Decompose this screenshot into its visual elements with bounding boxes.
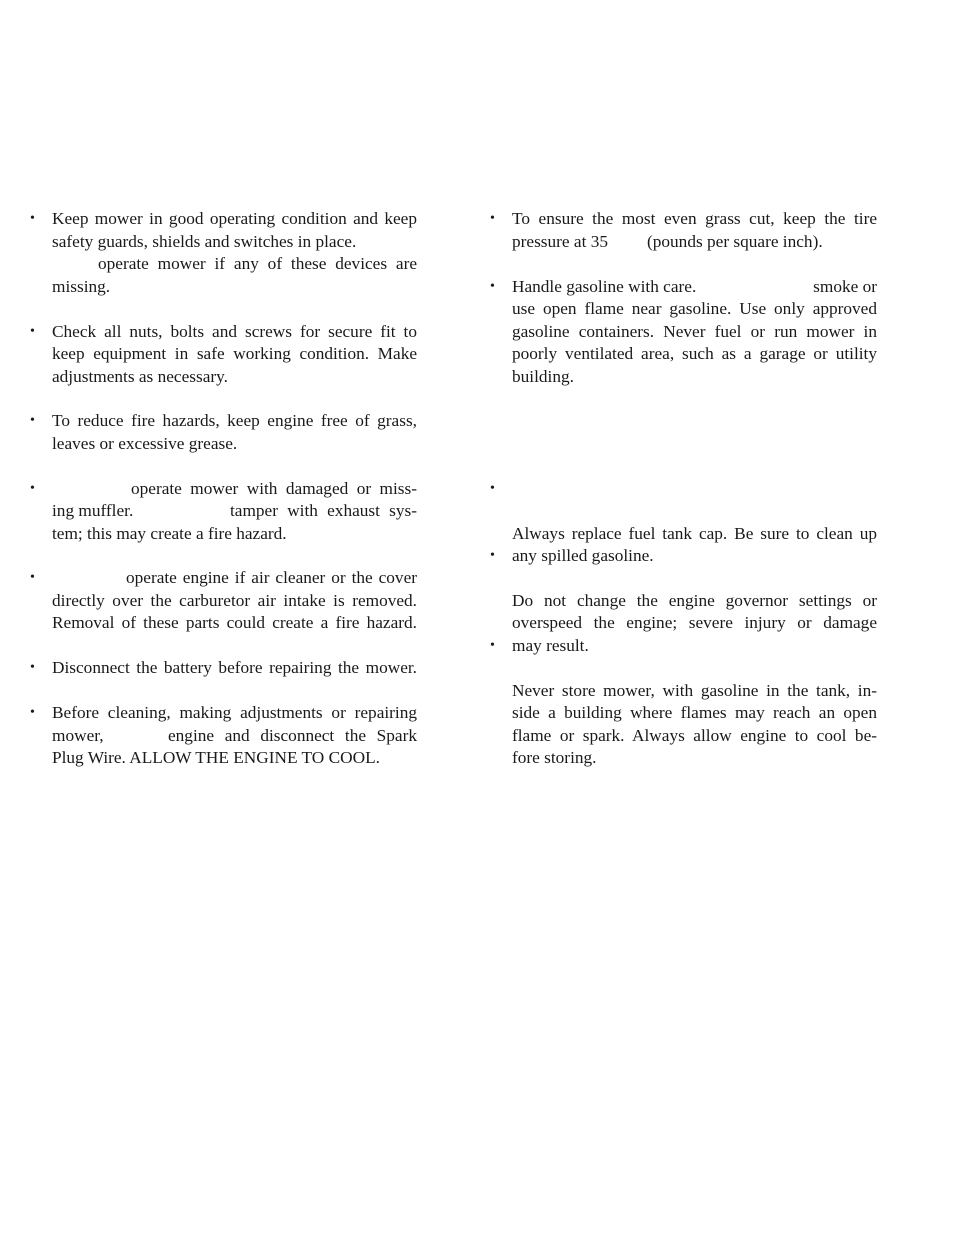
bullet: • xyxy=(30,324,35,339)
item-text-line: fore storing. xyxy=(512,748,597,767)
item-text-line: Before cleaning, making adjustments or repairing xyxy=(52,703,417,722)
bullet: • xyxy=(30,211,35,226)
item-text-line: smoke or xyxy=(813,277,877,296)
item-text-line: adjustments as necessary. xyxy=(52,367,228,386)
item-text-line: any spilled gasoline. xyxy=(512,546,654,565)
item-text-line: side a building where flames may reach an open xyxy=(512,703,877,722)
item-text-line: ing muffler. xyxy=(52,501,134,520)
item-text-line: Removal of these parts could create a fire hazard. xyxy=(52,613,417,632)
item-text-line: To reduce fire hazards, keep engine free of grass, xyxy=(52,411,417,430)
item-text-line: operate engine if air cleaner or the cover xyxy=(126,568,417,587)
item-text-line: mower, xyxy=(52,726,104,745)
item-text-line: Always replace fuel tank cap. Be sure to clean up xyxy=(512,524,877,543)
item-text-line: tem; this may create a fire hazard. xyxy=(52,524,287,543)
item-text-line: pressure at 35 xyxy=(512,232,608,251)
bullet: • xyxy=(490,211,495,226)
item-text-line: operate mower with damaged or miss- xyxy=(131,479,417,498)
bullet: • xyxy=(30,570,35,585)
bullet: • xyxy=(30,481,35,496)
item-text-line: Do not change the engine governor settings or xyxy=(512,591,877,610)
item-text-line: engine and disconnect the Spark xyxy=(168,726,417,745)
bullet: • xyxy=(30,413,35,428)
item-text-line: Disconnect the battery before repairing the mower. xyxy=(52,658,417,677)
bullet: • xyxy=(30,705,35,720)
item-text-line: Handle gasoline with care. xyxy=(512,277,697,296)
item-text-line: flame or spark. Always allow engine to cool be- xyxy=(512,726,877,745)
item-text-line: may result. xyxy=(512,636,589,655)
bullet: • xyxy=(490,279,495,294)
item-text-line: missing. xyxy=(52,277,111,296)
item-text-line: directly over the carburetor air intake is removed. xyxy=(52,591,417,610)
item-text-line: operate mower if any of these devices are xyxy=(98,254,417,273)
item-text-line: tamper with exhaust sys- xyxy=(230,501,417,520)
item-text-line: Check all nuts, bolts and screws for secure fit to xyxy=(52,322,417,341)
item-text-line: overspeed the engine; severe injury or damage xyxy=(512,613,877,632)
item-text-line: gasoline containers. Never fuel or run mower in xyxy=(512,322,877,341)
item-text-line: leaves or excessive grease. xyxy=(52,434,238,453)
bullet: • xyxy=(30,660,35,675)
bullet: • xyxy=(490,638,495,653)
item-text-line: safety guards, shields and switches in place. xyxy=(52,232,357,251)
item-text-line: poorly ventilated area, such as a garage or utility xyxy=(512,344,877,363)
item-text-line: To ensure the most even grass cut, keep the tire xyxy=(512,209,877,228)
item-text-line: (pounds per square inch). xyxy=(647,232,823,251)
bullet: • xyxy=(490,481,495,496)
item-text-line: keep equipment in safe working condition. Make xyxy=(52,344,417,363)
item-text-line: Plug Wire. ALLOW THE ENGINE TO COOL. xyxy=(52,748,380,767)
item-text-line: Keep mower in good operating condition and keep xyxy=(52,209,417,228)
bullet: • xyxy=(490,548,495,563)
item-text-line: building. xyxy=(512,367,574,386)
item-text-line: Never store mower, with gasoline in the tank, in- xyxy=(512,681,877,700)
item-text-line: use open flame near gasoline. Use only approved xyxy=(512,299,877,318)
